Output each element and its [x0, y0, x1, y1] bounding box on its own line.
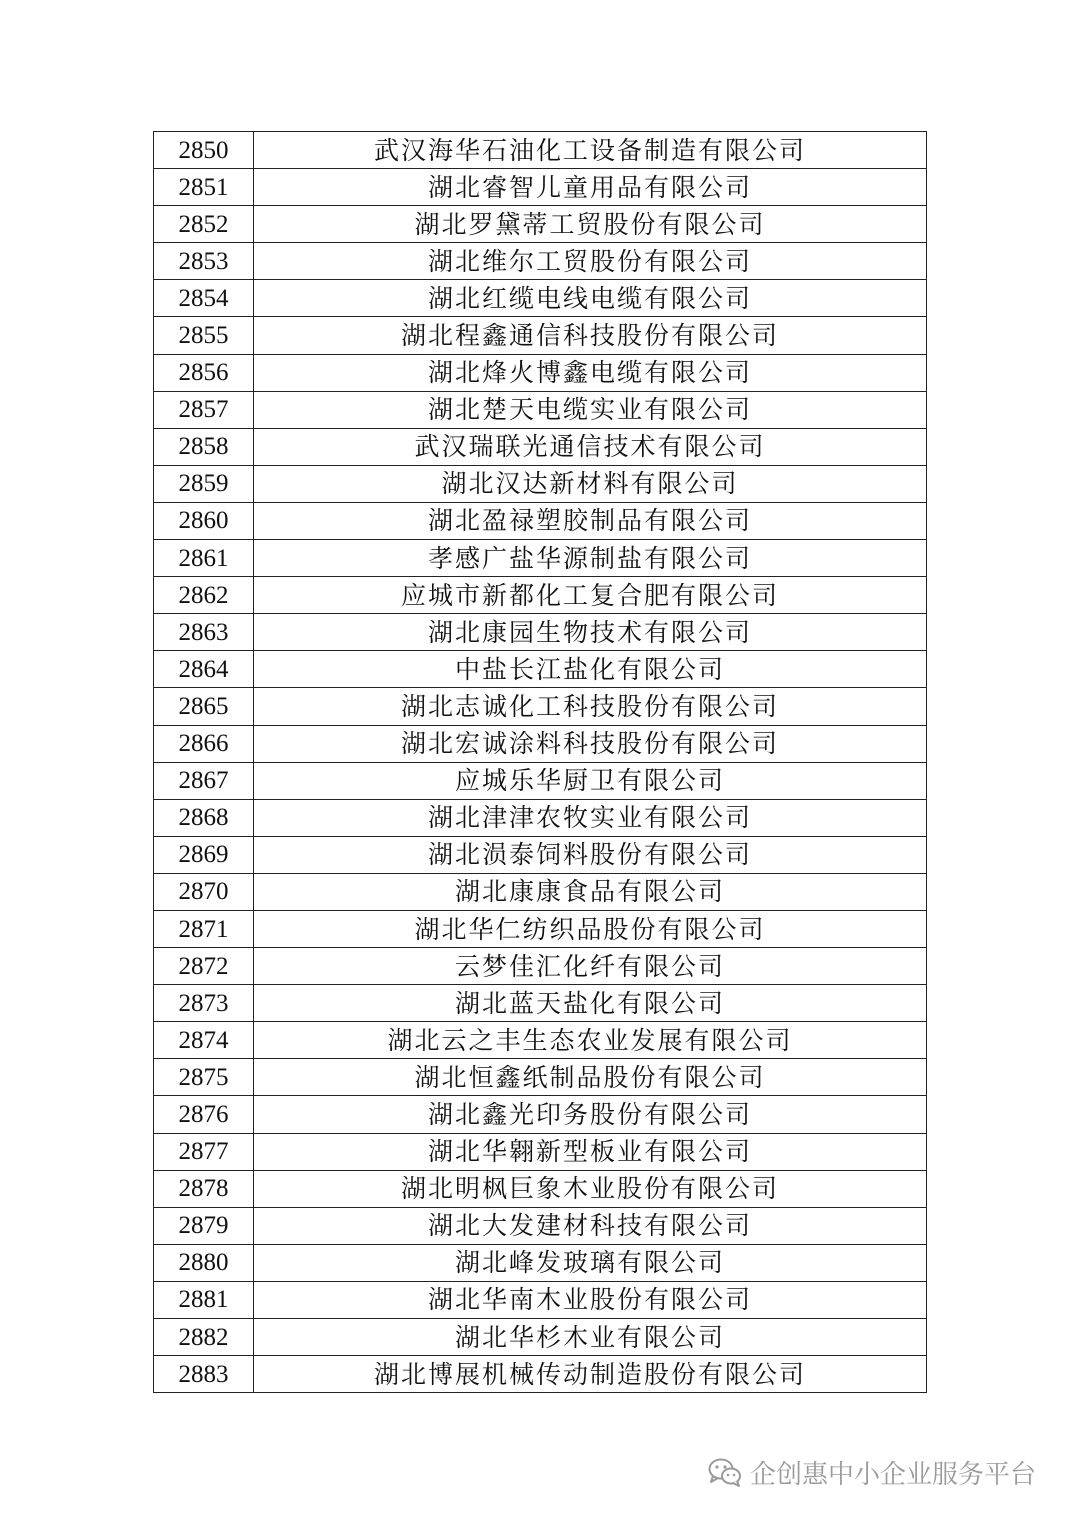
- table-row: [154, 465, 927, 502]
- table-row: [154, 169, 927, 206]
- row-number-cell: 2855: [154, 317, 254, 354]
- table-row: [154, 317, 927, 354]
- company-name-cell: 湖北峰发玻璃有限公司: [254, 1244, 927, 1281]
- row-number-cell: 2860: [154, 502, 254, 539]
- table-row: [154, 762, 927, 799]
- table-row: [154, 577, 927, 614]
- row-number-cell: 2859: [154, 465, 254, 502]
- company-name-cell: 湖北鑫光印务股份有限公司: [254, 1096, 927, 1133]
- row-number-cell: 2881: [154, 1281, 254, 1318]
- row-number-cell: 2883: [154, 1356, 254, 1393]
- table-row: [154, 1133, 927, 1170]
- row-number-cell: 2851: [154, 169, 254, 206]
- watermark-text: 企创惠中小企业服务平台: [750, 1459, 1037, 1490]
- row-number-cell: 2873: [154, 985, 254, 1022]
- company-name-cell: 湖北明枫巨象木业股份有限公司: [254, 1170, 927, 1207]
- row-number-cell: 2858: [154, 428, 254, 465]
- company-name-cell: 湖北华杉木业有限公司: [254, 1319, 927, 1356]
- table-row: [154, 836, 927, 873]
- company-name-cell: 湖北宏诚涂料科技股份有限公司: [254, 725, 927, 762]
- table-row: [154, 540, 927, 577]
- row-number-cell: 2876: [154, 1096, 254, 1133]
- row-number-cell: 2879: [154, 1207, 254, 1244]
- table-row: [154, 354, 927, 391]
- table-row: [154, 948, 927, 985]
- row-number-cell: 2862: [154, 577, 254, 614]
- table-row: [154, 243, 927, 280]
- company-name-cell: 武汉海华石油化工设备制造有限公司: [254, 132, 927, 169]
- row-number-cell: 2857: [154, 391, 254, 428]
- table-row: [154, 910, 927, 947]
- row-number-cell: 2869: [154, 836, 254, 873]
- company-name-cell: 湖北程鑫通信科技股份有限公司: [254, 317, 927, 354]
- row-number-cell: 2866: [154, 725, 254, 762]
- company-name-cell: 湖北涢泰饲料股份有限公司: [254, 836, 927, 873]
- row-number-cell: 2856: [154, 354, 254, 391]
- company-name-cell: 湖北罗黛蒂工贸股份有限公司: [254, 206, 927, 243]
- company-list-table: [153, 131, 927, 1393]
- table-row: [154, 985, 927, 1022]
- table-row: [154, 1059, 927, 1096]
- company-name-cell: 湖北华南木业股份有限公司: [254, 1281, 927, 1318]
- wechat-icon: [708, 1457, 742, 1487]
- table-row: [154, 688, 927, 725]
- company-name-cell: 湖北康康食品有限公司: [254, 873, 927, 910]
- table-row: [154, 132, 927, 169]
- row-number-cell: 2878: [154, 1170, 254, 1207]
- row-number-cell: 2871: [154, 910, 254, 947]
- company-list-body: [154, 132, 927, 1393]
- row-number-cell: 2875: [154, 1059, 254, 1096]
- company-name-cell: 应城乐华厨卫有限公司: [254, 762, 927, 799]
- table-row: [154, 1281, 927, 1318]
- company-name-cell: 湖北烽火博鑫电缆有限公司: [254, 354, 927, 391]
- table-row: [154, 799, 927, 836]
- row-number-cell: 2861: [154, 540, 254, 577]
- table-row: [154, 1096, 927, 1133]
- table-row: [154, 614, 927, 651]
- company-name-cell: 湖北康园生物技术有限公司: [254, 614, 927, 651]
- row-number-cell: 2864: [154, 651, 254, 688]
- table-row: [154, 391, 927, 428]
- company-name-cell: 湖北睿智儿童用品有限公司: [254, 169, 927, 206]
- row-number-cell: 2853: [154, 243, 254, 280]
- table-row: [154, 428, 927, 465]
- company-name-cell: 云梦佳汇化纤有限公司: [254, 948, 927, 985]
- company-name-cell: 湖北恒鑫纸制品股份有限公司: [254, 1059, 927, 1096]
- row-number-cell: 2872: [154, 948, 254, 985]
- company-name-cell: 湖北津津农牧实业有限公司: [254, 799, 927, 836]
- row-number-cell: 2874: [154, 1022, 254, 1059]
- company-name-cell: 武汉瑞联光通信技术有限公司: [254, 428, 927, 465]
- company-name-cell: 湖北志诚化工科技股份有限公司: [254, 688, 927, 725]
- watermark: [708, 1452, 1036, 1492]
- company-name-cell: 湖北大发建材科技有限公司: [254, 1207, 927, 1244]
- table-row: [154, 1356, 927, 1393]
- table-row: [154, 502, 927, 539]
- table-row: [154, 725, 927, 762]
- row-number-cell: 2882: [154, 1319, 254, 1356]
- company-name-cell: 湖北华仁纺织品股份有限公司: [254, 910, 927, 947]
- row-number-cell: 2850: [154, 132, 254, 169]
- table-row: [154, 1170, 927, 1207]
- table-row: [154, 651, 927, 688]
- company-name-cell: 湖北楚天电缆实业有限公司: [254, 391, 927, 428]
- row-number-cell: 2854: [154, 280, 254, 317]
- company-name-cell: 湖北博展机械传动制造股份有限公司: [254, 1356, 927, 1393]
- company-name-cell: 应城市新都化工复合肥有限公司: [254, 577, 927, 614]
- company-name-cell: 湖北维尔工贸股份有限公司: [254, 243, 927, 280]
- row-number-cell: 2863: [154, 614, 254, 651]
- company-name-cell: 中盐长江盐化有限公司: [254, 651, 927, 688]
- company-name-cell: 湖北盈禄塑胶制品有限公司: [254, 502, 927, 539]
- table-row: [154, 280, 927, 317]
- row-number-cell: 2852: [154, 206, 254, 243]
- row-number-cell: 2868: [154, 799, 254, 836]
- table-row: [154, 1244, 927, 1281]
- row-number-cell: 2865: [154, 688, 254, 725]
- table-row: [154, 1022, 927, 1059]
- company-name-cell: 湖北华翱新型板业有限公司: [254, 1133, 927, 1170]
- table-row: [154, 873, 927, 910]
- row-number-cell: 2870: [154, 873, 254, 910]
- company-name-cell: 孝感广盐华源制盐有限公司: [254, 540, 927, 577]
- company-name-cell: 湖北蓝天盐化有限公司: [254, 985, 927, 1022]
- row-number-cell: 2877: [154, 1133, 254, 1170]
- company-name-cell: 湖北云之丰生态农业发展有限公司: [254, 1022, 927, 1059]
- table-row: [154, 206, 927, 243]
- row-number-cell: 2880: [154, 1244, 254, 1281]
- table-row: [154, 1319, 927, 1356]
- company-name-cell: 湖北红缆电线电缆有限公司: [254, 280, 927, 317]
- row-number-cell: 2867: [154, 762, 254, 799]
- company-name-cell: 湖北汉达新材料有限公司: [254, 465, 927, 502]
- table-row: [154, 1207, 927, 1244]
